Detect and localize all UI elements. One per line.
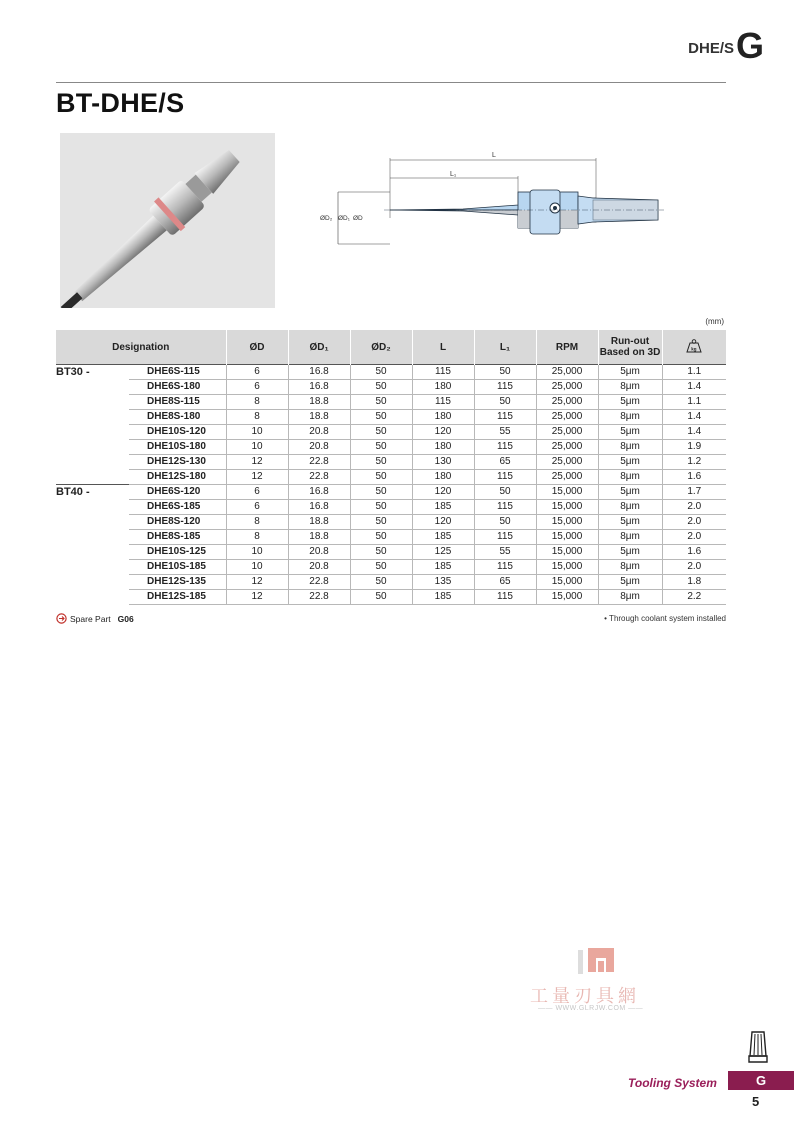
cell-d: 12 — [226, 455, 288, 470]
cell-d2: 50 — [350, 395, 412, 410]
cell-l: 185 — [412, 530, 474, 545]
cell-l: 185 — [412, 560, 474, 575]
cell-rpm: 25,000 — [536, 440, 598, 455]
header-rule — [56, 82, 726, 83]
cell-rpm: 15,000 — [536, 590, 598, 605]
cell-d1: 16.8 — [288, 365, 350, 380]
cell-d1: 22.8 — [288, 455, 350, 470]
cell-d2: 50 — [350, 560, 412, 575]
cell-designation: DHE12S-135 — [129, 575, 226, 590]
cell-d2: 50 — [350, 485, 412, 500]
group-label — [56, 545, 129, 560]
cell-weight: 2.0 — [662, 515, 726, 530]
dim-label-D1: ØD₁ — [338, 215, 350, 222]
cell-l1: 55 — [474, 545, 536, 560]
cell-d2: 50 — [350, 470, 412, 485]
cell-weight: 1.1 — [662, 395, 726, 410]
spec-table — [56, 330, 726, 605]
cell-rpm: 15,000 — [536, 545, 598, 560]
group-label — [56, 395, 129, 410]
cell-d1: 18.8 — [288, 515, 350, 530]
cell-d: 10 — [226, 560, 288, 575]
group-label — [56, 575, 129, 590]
group-label: BT40 - — [56, 485, 129, 500]
cell-l1: 115 — [474, 500, 536, 515]
cell-rpm: 25,000 — [536, 455, 598, 470]
cell-runout: 5μm — [598, 455, 662, 470]
cell-runout: 5μm — [598, 515, 662, 530]
cell-runout: 8μm — [598, 530, 662, 545]
unit-label: (mm) — [705, 317, 724, 326]
cell-d2: 50 — [350, 440, 412, 455]
cell-designation: DHE10S-125 — [129, 545, 226, 560]
cell-runout: 8μm — [598, 470, 662, 485]
section-code: DHE/S — [688, 40, 734, 57]
col-runout-line1: Run-out — [610, 336, 650, 347]
group-label — [56, 515, 129, 530]
watermark-logo — [578, 946, 618, 978]
cell-l: 120 — [412, 515, 474, 530]
col-d2: ØD₂ — [350, 330, 412, 365]
table-row — [56, 590, 726, 605]
cell-l1: 115 — [474, 560, 536, 575]
cell-rpm: 15,000 — [536, 530, 598, 545]
cell-d: 12 — [226, 575, 288, 590]
cell-d1: 20.8 — [288, 425, 350, 440]
cell-d2: 50 — [350, 365, 412, 380]
dim-label-L1: L₁ — [450, 171, 457, 178]
cell-l1: 115 — [474, 410, 536, 425]
cell-d2: 50 — [350, 590, 412, 605]
cell-weight: 1.8 — [662, 575, 726, 590]
cell-rpm: 15,000 — [536, 515, 598, 530]
footer-title: Tooling System — [628, 1076, 717, 1090]
cell-designation: DHE10S-120 — [129, 425, 226, 440]
cell-l1: 115 — [474, 470, 536, 485]
cell-designation: DHE8S-180 — [129, 410, 226, 425]
cell-l: 120 — [412, 425, 474, 440]
cell-l: 115 — [412, 395, 474, 410]
cell-d: 6 — [226, 380, 288, 395]
cell-designation: DHE6S-115 — [129, 365, 226, 380]
cell-l: 135 — [412, 575, 474, 590]
cell-d: 10 — [226, 440, 288, 455]
cell-designation: DHE12S-185 — [129, 590, 226, 605]
cell-l1: 115 — [474, 590, 536, 605]
cell-l1: 50 — [474, 485, 536, 500]
cell-d: 10 — [226, 545, 288, 560]
cell-designation: DHE12S-130 — [129, 455, 226, 470]
cell-d: 6 — [226, 485, 288, 500]
cell-l1: 65 — [474, 575, 536, 590]
cell-d: 8 — [226, 530, 288, 545]
cell-runout: 5μm — [598, 485, 662, 500]
cell-d1: 20.8 — [288, 440, 350, 455]
col-designation: Designation — [56, 330, 226, 365]
col-rpm: RPM — [536, 330, 598, 365]
table-row — [56, 365, 726, 380]
cell-l: 125 — [412, 545, 474, 560]
dim-label-L: L — [492, 152, 496, 159]
cell-d1: 16.8 — [288, 485, 350, 500]
cell-d1: 16.8 — [288, 500, 350, 515]
group-label: BT30 - — [56, 365, 129, 380]
section-letter: G — [735, 25, 764, 66]
cell-weight: 2.2 — [662, 590, 726, 605]
spare-part-note — [56, 613, 134, 624]
cell-l1: 50 — [474, 365, 536, 380]
cell-designation: DHE10S-185 — [129, 560, 226, 575]
col-runout — [598, 330, 662, 365]
cell-designation: DHE6S-185 — [129, 500, 226, 515]
spare-part-label: Spare Part — [70, 613, 111, 624]
table-row — [56, 530, 726, 545]
cell-d: 8 — [226, 410, 288, 425]
table-row — [56, 545, 726, 560]
cell-d1: 20.8 — [288, 545, 350, 560]
table-row — [56, 455, 726, 470]
cell-weight: 1.6 — [662, 470, 726, 485]
table-row — [56, 380, 726, 395]
weight-icon — [685, 339, 703, 353]
group-label — [56, 410, 129, 425]
cell-rpm: 25,000 — [536, 425, 598, 440]
cell-d1: 16.8 — [288, 380, 350, 395]
table-row — [56, 395, 726, 410]
cell-designation: DHE12S-180 — [129, 470, 226, 485]
cell-d1: 22.8 — [288, 575, 350, 590]
table-row — [56, 485, 726, 500]
cell-d1: 18.8 — [288, 395, 350, 410]
cell-runout: 5μm — [598, 545, 662, 560]
cell-runout: 8μm — [598, 560, 662, 575]
cell-designation: DHE8S-185 — [129, 530, 226, 545]
cell-weight: 1.7 — [662, 485, 726, 500]
col-weight — [662, 330, 726, 365]
spare-part-ref[interactable]: G06 — [117, 613, 134, 624]
cell-runout: 8μm — [598, 380, 662, 395]
group-label — [56, 500, 129, 515]
cell-rpm: 25,000 — [536, 470, 598, 485]
cell-d2: 50 — [350, 530, 412, 545]
group-label — [56, 380, 129, 395]
cell-rpm: 25,000 — [536, 395, 598, 410]
cell-designation: DHE6S-120 — [129, 485, 226, 500]
table-row — [56, 575, 726, 590]
group-label — [56, 440, 129, 455]
dim-label-D: ØD — [353, 215, 363, 222]
cell-l1: 115 — [474, 380, 536, 395]
cell-l1: 50 — [474, 395, 536, 410]
cell-d2: 50 — [350, 575, 412, 590]
col-d1: ØD₁ — [288, 330, 350, 365]
cell-d: 8 — [226, 515, 288, 530]
watermark-text: 工量刃具網 — [530, 986, 640, 1007]
cell-rpm: 15,000 — [536, 500, 598, 515]
cell-rpm: 15,000 — [536, 485, 598, 500]
table-row — [56, 410, 726, 425]
cell-runout: 5μm — [598, 365, 662, 380]
cell-weight: 1.4 — [662, 380, 726, 395]
watermark-url: —— WWW.GLRJW.COM —— — [538, 1005, 644, 1012]
cell-weight: 1.2 — [662, 455, 726, 470]
group-label — [56, 560, 129, 575]
cell-l: 185 — [412, 590, 474, 605]
group-label — [56, 590, 129, 605]
cell-runout: 5μm — [598, 395, 662, 410]
group-label — [56, 425, 129, 440]
cell-weight: 1.1 — [662, 365, 726, 380]
spare-part-icon — [56, 613, 67, 624]
cell-d2: 50 — [350, 410, 412, 425]
group-label — [56, 470, 129, 485]
group-label — [56, 455, 129, 470]
cell-rpm: 25,000 — [536, 365, 598, 380]
cell-l: 120 — [412, 485, 474, 500]
cell-d2: 50 — [350, 545, 412, 560]
cell-d1: 22.8 — [288, 590, 350, 605]
cell-d2: 50 — [350, 515, 412, 530]
cell-l: 130 — [412, 455, 474, 470]
cell-l1: 55 — [474, 425, 536, 440]
cell-l1: 115 — [474, 440, 536, 455]
col-runout-line2: Based on 3D — [599, 347, 661, 358]
cell-l: 180 — [412, 470, 474, 485]
section-tab[interactable]: G — [728, 1071, 794, 1090]
cell-d: 12 — [226, 470, 288, 485]
coolant-note: • Through coolant system installed — [604, 614, 726, 623]
group-label — [56, 530, 129, 545]
cell-l: 115 — [412, 365, 474, 380]
page-number: 5 — [752, 1094, 760, 1109]
table-row — [56, 500, 726, 515]
cell-designation: DHE8S-115 — [129, 395, 226, 410]
cell-runout: 8μm — [598, 590, 662, 605]
cell-d1: 18.8 — [288, 410, 350, 425]
table-row — [56, 560, 726, 575]
cell-d: 6 — [226, 500, 288, 515]
cell-d2: 50 — [350, 380, 412, 395]
dim-label-D2: ØD₂ — [320, 215, 333, 222]
cell-l: 180 — [412, 440, 474, 455]
cell-designation: DHE8S-120 — [129, 515, 226, 530]
cell-d: 6 — [226, 365, 288, 380]
table-row — [56, 515, 726, 530]
cell-runout: 8μm — [598, 410, 662, 425]
collet-icon — [746, 1030, 770, 1066]
cell-weight: 1.6 — [662, 545, 726, 560]
cell-designation: DHE6S-180 — [129, 380, 226, 395]
cell-l1: 115 — [474, 530, 536, 545]
table-row — [56, 470, 726, 485]
table-row — [56, 425, 726, 440]
cell-l: 185 — [412, 500, 474, 515]
page-title: BT-DHE/S — [56, 88, 185, 118]
cell-weight: 1.9 — [662, 440, 726, 455]
col-l1: L₁ — [474, 330, 536, 365]
col-l: L — [412, 330, 474, 365]
cell-l1: 50 — [474, 515, 536, 530]
cell-rpm: 15,000 — [536, 560, 598, 575]
svg-text:kg: kg — [691, 346, 697, 351]
cell-weight: 1.4 — [662, 410, 726, 425]
cell-rpm: 15,000 — [536, 575, 598, 590]
product-photo — [60, 133, 275, 308]
cell-d1: 20.8 — [288, 560, 350, 575]
table-row — [56, 440, 726, 455]
col-d: ØD — [226, 330, 288, 365]
cell-runout: 8μm — [598, 500, 662, 515]
cell-d2: 50 — [350, 425, 412, 440]
cell-l: 180 — [412, 380, 474, 395]
cell-designation: DHE10S-180 — [129, 440, 226, 455]
cell-weight: 2.0 — [662, 560, 726, 575]
technical-diagram — [318, 148, 670, 258]
cell-d: 12 — [226, 590, 288, 605]
cell-rpm: 25,000 — [536, 380, 598, 395]
cell-d: 8 — [226, 395, 288, 410]
cell-d2: 50 — [350, 500, 412, 515]
cell-weight: 2.0 — [662, 530, 726, 545]
cell-weight: 2.0 — [662, 500, 726, 515]
cell-d: 10 — [226, 425, 288, 440]
cell-d2: 50 — [350, 455, 412, 470]
cell-rpm: 25,000 — [536, 410, 598, 425]
cell-weight: 1.4 — [662, 425, 726, 440]
cell-l1: 65 — [474, 455, 536, 470]
cell-d1: 22.8 — [288, 470, 350, 485]
cell-runout: 8μm — [598, 440, 662, 455]
cell-d1: 18.8 — [288, 530, 350, 545]
table-header-row — [56, 330, 726, 365]
cell-runout: 5μm — [598, 575, 662, 590]
cell-runout: 5μm — [598, 425, 662, 440]
cell-l: 180 — [412, 410, 474, 425]
